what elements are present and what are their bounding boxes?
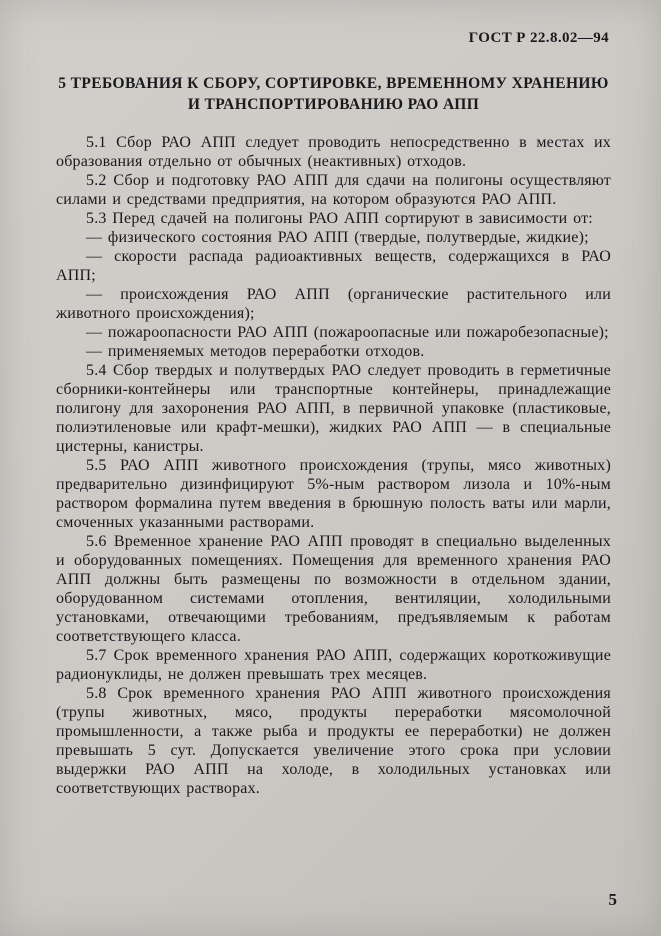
paragraph: 5.6 Временное хранение РАО АПП проводят в специально выделенных и оборудованных помещениях. Помещения для временного хранения РАО АПП должны быть размещены по возможности в отдельном здании, оборудованном системами отопления, вентиляции, холодильными установками, отвечающими требованиям, предъявляемым к работам соответствующего класса. <box>56 532 611 645</box>
document-body <box>56 133 611 798</box>
list-item: — применяемых методов переработки отходов. <box>86 342 425 360</box>
section-title-line1: 5 ТРЕБОВАНИЯ К СБОРУ, СОРТИРОВКЕ, ВРЕМЕННОМУ ХРАНЕНИЮ <box>58 75 609 92</box>
list-item: — физического состояния РАО АПП (твердые, полутвердые, жидкие); <box>86 228 589 246</box>
paragraph: 5.3 Перед сдачей на полигоны РАО АПП сортируют в зависимости от: <box>86 209 593 227</box>
section-title-line2: И ТРАНСПОРТИРОВАНИЮ РАО АПП <box>187 96 480 114</box>
list-item: — пожароопасности РАО АПП (пожароопасные или пожаробезопасные); <box>86 323 609 341</box>
paragraph: 5.7 Срок временного хранения РАО АПП, содержащих короткоживущие радионуклиды, не должен превышать трех месяцев. <box>56 646 611 683</box>
page-number: 5 <box>608 890 617 909</box>
document-code: ГОСТ Р 22.8.02—94 <box>468 30 609 46</box>
paragraph: 5.8 Срок временного хранения РАО АПП животного происхождения (трупы животных, мясо, продукты переработки мясомолочной промышленности, а также рыба и продукты ее переработки) не должен превышать 5 сут. Допускается увеличение этого срока при условии выдержки РАО АПП на холоде, в холодильных установках или соответствующих растворах. <box>56 684 611 797</box>
list-item: — происхождения РАО АПП (органические растительного или животного происхождения); <box>56 285 611 322</box>
paragraph: 5.4 Сбор твердых и полутвердых РАО следует проводить в герметичные сборники-контейнеры или транспортные контейнеры, принадлежащие полигону для захоронения РАО АПП, в первичной упаковке (пластиковые, полиэтиленовые или крафт-мешки), жидких РАО АПП — в специальные цистерны, канистры. <box>56 361 611 455</box>
paragraph: 5.1 Сбор РАО АПП следует проводить непосредственно в местах их образования отдельно от обычных (неактивных) отходов. <box>56 133 611 170</box>
list-item: — скорости распада радиоактивных веществ, содержащихся в РАО АПП; <box>56 247 611 284</box>
paragraph: 5.2 Сбор и подготовку РАО АПП для сдачи на полигоны осуществляют силами и средствами предприятия, на котором образуются РАО АПП. <box>56 171 611 208</box>
section-title <box>56 73 611 116</box>
paragraph: 5.5 РАО АПП животного происхождения (трупы, мясо животных) предварительно дизинфицируют 5%-ным раствором лизола и 10%-ным раствором формалина путем введения в брюшную полость ваты или марли, смоченных указанными растворами. <box>56 456 611 531</box>
